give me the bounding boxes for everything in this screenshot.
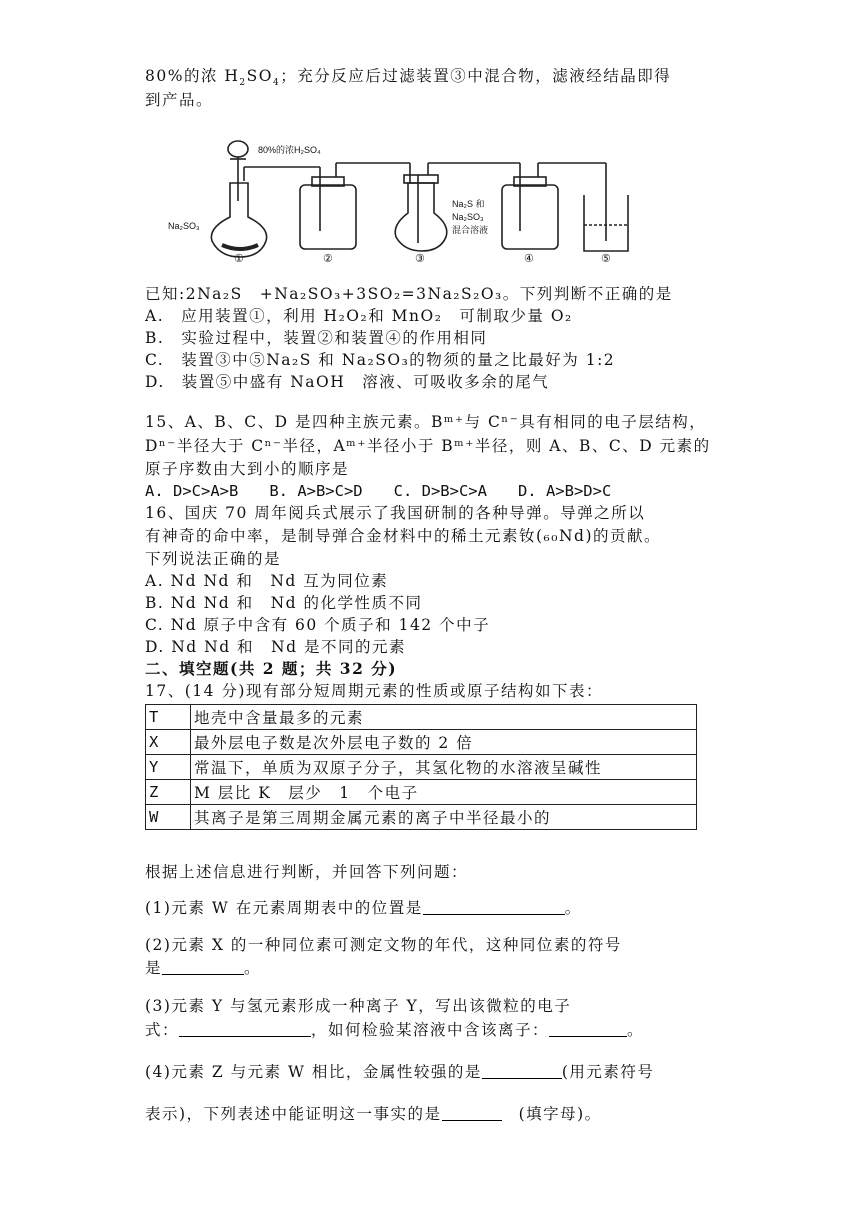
q15-options: A. D>C>A>B B. A>B>C>D C. D>B>C>A D. A>B>D>C xyxy=(145,482,612,500)
q14-option-b: B. 实验过程中，装置②和装置④的作用相同 xyxy=(145,329,488,347)
answer-blank[interactable] xyxy=(549,1020,627,1037)
q16-option-b: B. Nd Nd 和 Nd 的化学性质不同 xyxy=(145,594,423,612)
table-row xyxy=(146,755,697,780)
q17-lead: 根据上述信息进行判断，并回答下列问题： xyxy=(145,863,469,881)
apparatus-number-1: ① xyxy=(234,253,244,265)
q16-line-2: 有神奇的命中率，是制导弹合金材料中的稀土元素钕(₆₀Nd)的贡献。 xyxy=(145,527,662,545)
element-symbol: T xyxy=(146,705,191,730)
q17-part-2-line-2: 是 。 xyxy=(145,959,262,977)
q14-option-d: D. 装置⑤中盛有 NaOH 溶液、可吸收多余的尾气 xyxy=(145,373,550,391)
element-description: 最外层电子数是次外层电子数的 2 倍 xyxy=(191,730,697,755)
q16-line-1: 16、国庆 70 周年阅兵式展示了我国研制的各种导弹。导弹之所以 xyxy=(145,504,646,522)
q17-part-1: (1)元素 W 在元素周期表中的位置是 。 xyxy=(145,899,582,917)
q14-known: 已知:2Na₂S +Na₂SO₃+3SO₂=3Na₂S₂O₃。下列判断不正确的是 xyxy=(145,285,673,303)
q17-part-3-line-1: (3)元素 Y 与氢元素形成一种离子 Y，写出该微粒的电子 xyxy=(145,997,572,1015)
left-reagent-label: Na₂SO₃ xyxy=(168,221,200,231)
element-symbol: Z xyxy=(146,780,191,805)
apparatus-number-5: ⑤ xyxy=(601,253,611,265)
table-row xyxy=(146,705,697,730)
intro-line-2: 到产品。 xyxy=(145,91,214,109)
element-description: M 层比 K 层少 1 个电子 xyxy=(191,780,697,805)
intro-line-1: 80%的浓 $H_2SO_4$；充分反应后过滤装置③中混合物，滤液经结晶即得 xyxy=(145,67,672,89)
mix-label-2: Na₂SO₃ xyxy=(452,212,484,222)
answer-blank[interactable] xyxy=(162,958,244,975)
element-symbol: W xyxy=(146,805,191,830)
element-symbol: Y xyxy=(146,755,191,780)
answer-blank[interactable] xyxy=(423,898,565,915)
section-title: 二、填空题(共 2 题；共 32 分) xyxy=(145,659,398,678)
q17-part-2-line-1: (2)元素 X 的一种同位素可测定文物的年代，这种同位素的符号 xyxy=(145,936,622,954)
answer-blank[interactable] xyxy=(482,1062,562,1079)
answer-blank[interactable] xyxy=(179,1020,311,1037)
mix-label-1: Na₂S 和 xyxy=(452,199,485,209)
q16-option-d: D. Nd Nd 和 Nd 是不同的元素 xyxy=(145,638,406,656)
q17-intro: 17、(14 分)现有部分短周期元素的性质或原子结构如下表： xyxy=(145,682,603,700)
element-description: 地壳中含量最多的元素 xyxy=(191,705,697,730)
q17-part-4-line-2: 表示)，下列表述中能证明这一事实的是 (填字母)。 xyxy=(145,1105,602,1123)
table-row xyxy=(146,780,697,805)
mix-label-3: 混合溶液 xyxy=(452,225,489,235)
apparatus-diagram xyxy=(160,133,630,265)
table-row xyxy=(146,730,697,755)
q16-line-3: 下列说法正确的是 xyxy=(145,550,282,568)
q15-line-3: 原子序数由大到小的顺序是 xyxy=(145,460,350,478)
q16-option-a: A. Nd Nd 和 Nd 互为同位素 xyxy=(145,572,389,590)
q15-line-1: 15、A、B、C、D 是四种主族元素。Bᵐ⁺与 Cⁿ⁻具有相同的电子层结构， xyxy=(145,413,707,431)
apparatus-number-2: ② xyxy=(323,253,333,265)
table-row xyxy=(146,805,697,830)
apparatus-number-3: ③ xyxy=(415,253,425,265)
element-info-table xyxy=(145,704,697,830)
q15-line-2: Dⁿ⁻半径大于 Cⁿ⁻半径，Aᵐ⁺半径小于 Bᵐ⁺半径，则 A、B、C、D 元素的 xyxy=(145,437,711,455)
apparatus-number-4: ④ xyxy=(524,253,534,265)
element-description: 其离子是第三周期金属元素的离子中半径最小的 xyxy=(191,805,697,830)
element-description: 常温下，单质为双原子分子，其氢化物的水溶液呈碱性 xyxy=(191,755,697,780)
q14-option-c: C. 装置③中⑤Na₂S 和 Na₂SO₃的物须的量之比最好为 1:2 xyxy=(145,351,616,369)
q17-part-3-line-2: 式： ，如何检验某溶液中含该离子： 。 xyxy=(145,1021,645,1039)
acid-label: 80%的浓H₂SO₄ xyxy=(258,145,321,155)
q16-option-c: C. Nd 原子中含有 60 个质子和 142 个中子 xyxy=(145,616,491,634)
q14-option-a: A. 应用装置①，利用 H₂O₂和 MnO₂ 可制取少量 O₂ xyxy=(145,307,573,325)
answer-blank[interactable] xyxy=(442,1104,502,1121)
element-symbol: X xyxy=(146,730,191,755)
q17-part-4-line-1: (4)元素 Z 与元素 W 相比，金属性较强的是 (用元素符号 xyxy=(145,1063,655,1081)
